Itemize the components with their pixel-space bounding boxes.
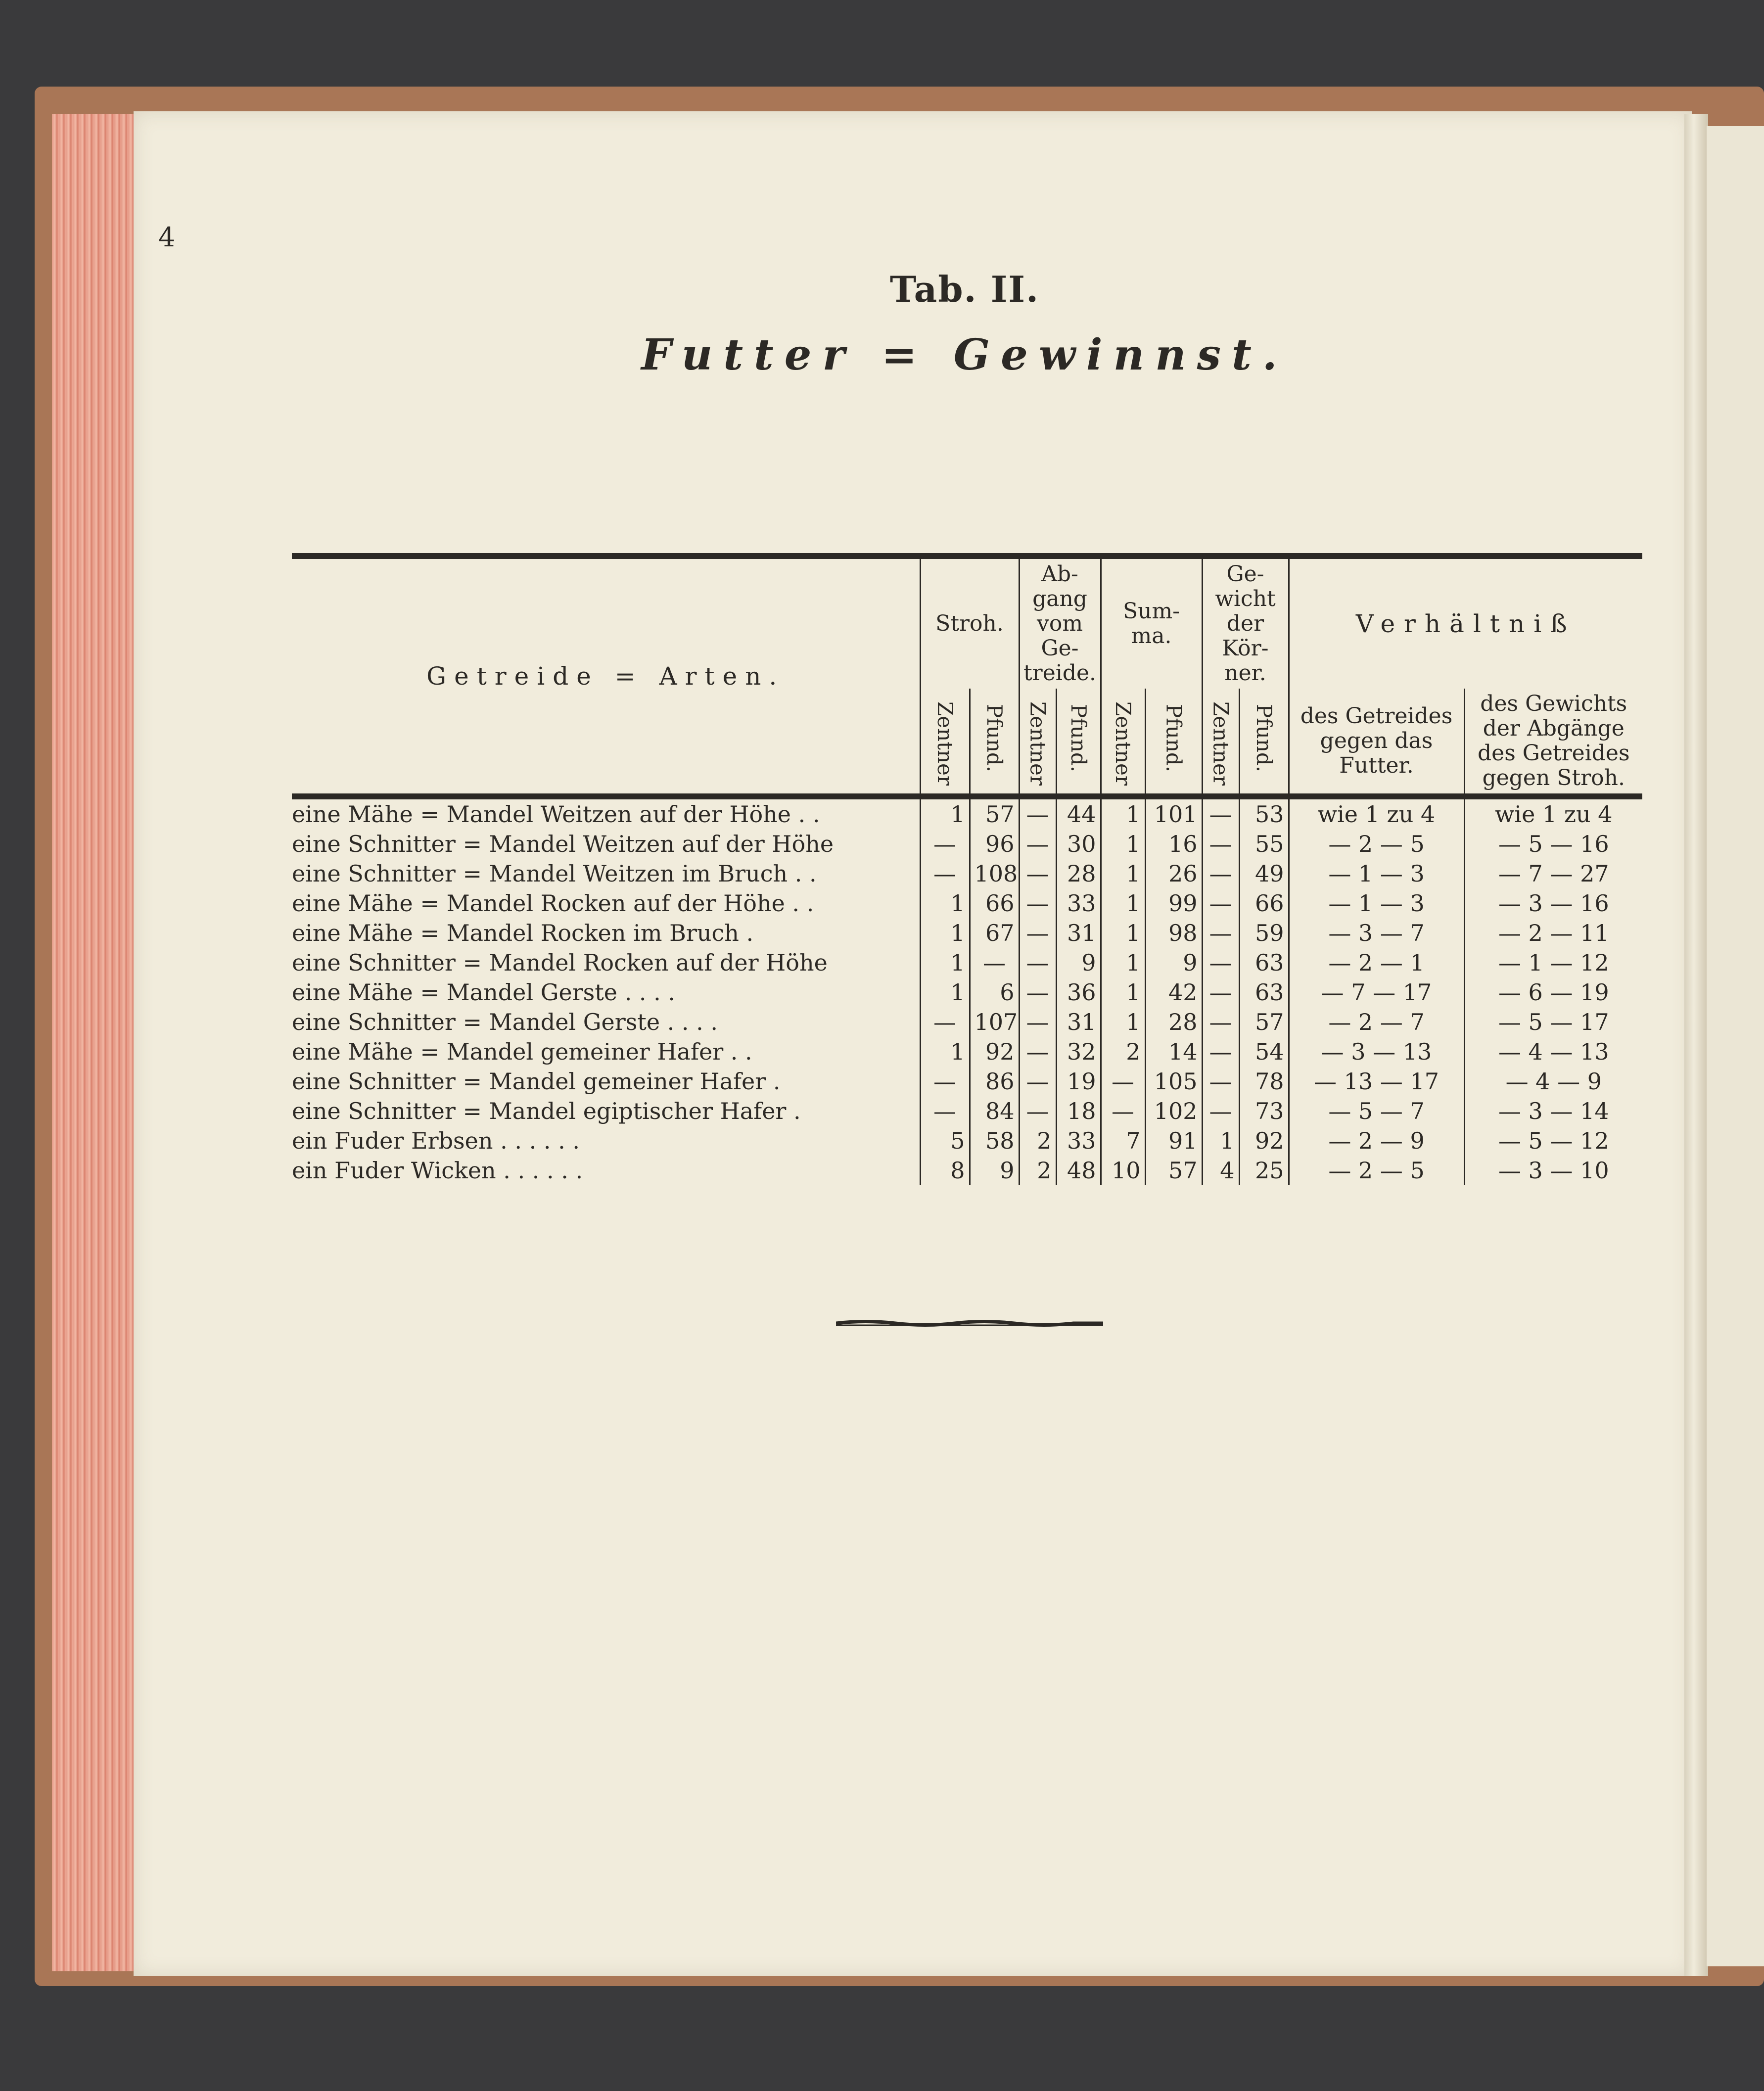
cell-sum-p: 26 [1145, 859, 1202, 888]
header-sum: Sum- ma. [1101, 556, 1202, 689]
cell-stroh-p: 6 [970, 977, 1019, 1007]
cell-ab-p: 32 [1056, 1037, 1101, 1067]
cell-sum-p: 14 [1145, 1037, 1202, 1067]
cell-ab-z: — [1019, 859, 1056, 888]
cell-r2: — 5 — 16 [1464, 829, 1642, 859]
table-row [292, 796, 1642, 829]
table-row [292, 859, 1642, 888]
cell-gew-z: 4 [1202, 1156, 1239, 1185]
cell-ab-z: — [1019, 948, 1056, 977]
cell-r2: wie 1 zu 4 [1464, 796, 1642, 829]
cell-ab-z: — [1019, 796, 1056, 829]
cell-gew-z: 1 [1202, 1126, 1239, 1156]
table-row [292, 1037, 1642, 1067]
cell-ab-z: — [1019, 829, 1056, 859]
cell-sum-z: 2 [1101, 1037, 1145, 1067]
cell-gew-p: 63 [1239, 977, 1289, 1007]
table-row [292, 1096, 1642, 1126]
cell-sum-z: 1 [1101, 1007, 1145, 1037]
cell-r1: — 3 — 13 [1289, 1037, 1464, 1067]
table-row [292, 1067, 1642, 1096]
cell-sum-z: 1 [1101, 888, 1145, 918]
cell-ab-p: 44 [1056, 796, 1101, 829]
cell-kind: ein Fuder Wicken . . . . . . [292, 1157, 583, 1184]
cell-kind: ein Fuder Erbsen . . . . . . [292, 1127, 580, 1154]
page-number: 4 [158, 222, 176, 253]
cell-sum-z: — [1101, 1096, 1145, 1126]
cell-r1: wie 1 zu 4 [1289, 796, 1464, 829]
cell-ab-z: 2 [1019, 1126, 1056, 1156]
cell-stroh-z: 1 [920, 918, 970, 948]
cell-r2: — 5 — 12 [1464, 1126, 1642, 1156]
cell-stroh-z: — [920, 859, 970, 888]
table-body [292, 796, 1642, 1185]
cell-gew-z: — [1202, 796, 1239, 829]
cell-ab-p: 36 [1056, 977, 1101, 1007]
cell-r2: — 7 — 27 [1464, 859, 1642, 888]
cell-ab-z: — [1019, 888, 1056, 918]
cell-stroh-z: 1 [920, 1037, 970, 1067]
cell-sum-p: 91 [1145, 1126, 1202, 1156]
cell-gew-z: — [1202, 1096, 1239, 1126]
table-head [292, 556, 1642, 796]
cell-gew-z: — [1202, 948, 1239, 977]
cell-r2: — 4 — 9 [1464, 1067, 1642, 1096]
header-grain-weight: Ge- wicht der Kör- ner. [1202, 556, 1289, 689]
cell-kind: eine Schnitter = Mandel Weitzen im Bruch . . [292, 860, 817, 887]
cell-stroh-z: 8 [920, 1156, 970, 1185]
cell-gew-p: 63 [1239, 948, 1289, 977]
cell-stroh-p: — [970, 948, 1019, 977]
table-row [292, 977, 1642, 1007]
cell-stroh-p: 96 [970, 829, 1019, 859]
header-waste: Ab- gang vom Ge- treide. [1019, 556, 1101, 689]
cell-gew-z: — [1202, 859, 1239, 888]
cell-stroh-p: 9 [970, 1156, 1019, 1185]
book-gutter [1684, 114, 1708, 1976]
cell-sum-z: 1 [1101, 977, 1145, 1007]
header-straw: Stroh. [920, 556, 1019, 689]
cell-ab-z: — [1019, 977, 1056, 1007]
cell-gew-p: 78 [1239, 1067, 1289, 1096]
table-row [292, 1007, 1642, 1037]
cell-sum-z: 10 [1101, 1156, 1145, 1185]
cell-gew-p: 55 [1239, 829, 1289, 859]
cell-stroh-z: — [920, 1067, 970, 1096]
table-row [292, 829, 1642, 859]
cell-gew-p: 66 [1239, 888, 1289, 918]
cell-ab-p: 31 [1056, 918, 1101, 948]
cell-ab-z: — [1019, 1037, 1056, 1067]
cell-r2: — 4 — 13 [1464, 1037, 1642, 1067]
cell-ab-z: — [1019, 1096, 1056, 1126]
cell-ab-z: — [1019, 1007, 1056, 1037]
table-row [292, 888, 1642, 918]
cell-ab-p: 33 [1056, 888, 1101, 918]
cell-r1: — 2 — 5 [1289, 829, 1464, 859]
cell-stroh-z: 1 [920, 796, 970, 829]
cell-r1: — 3 — 7 [1289, 918, 1464, 948]
cell-r2: — 6 — 19 [1464, 977, 1642, 1007]
cell-gew-p: 57 [1239, 1007, 1289, 1037]
cell-r1: — 1 — 3 [1289, 859, 1464, 888]
cell-sum-z: 1 [1101, 829, 1145, 859]
cell-r1: — 7 — 17 [1289, 977, 1464, 1007]
cell-stroh-p: 58 [970, 1126, 1019, 1156]
header-waste-pfund: Pfund. [1056, 689, 1101, 796]
cell-stroh-z: 1 [920, 977, 970, 1007]
cell-gew-p: 59 [1239, 918, 1289, 948]
cell-stroh-z: 1 [920, 888, 970, 918]
header-weight-pfund: Pfund. [1239, 689, 1289, 796]
cell-stroh-p: 66 [970, 888, 1019, 918]
cell-sum-z: — [1101, 1067, 1145, 1096]
cell-stroh-z: — [920, 829, 970, 859]
cell-gew-p: 92 [1239, 1126, 1289, 1156]
data-table [292, 553, 1642, 1185]
cell-sum-z: 1 [1101, 796, 1145, 829]
table-row [292, 1156, 1642, 1185]
cell-stroh-z: — [920, 1096, 970, 1126]
cell-stroh-p: 108 [970, 859, 1019, 888]
cell-sum-p: 16 [1145, 829, 1202, 859]
cell-r2: — 3 — 10 [1464, 1156, 1642, 1185]
cell-stroh-p: 84 [970, 1096, 1019, 1126]
cell-r1: — 1 — 3 [1289, 888, 1464, 918]
cell-r2: — 1 — 12 [1464, 948, 1642, 977]
header-straw-zentner: Zentner [920, 689, 970, 796]
header-sum-zentner: Zentner [1101, 689, 1145, 796]
cell-ab-p: 33 [1056, 1126, 1101, 1156]
cell-gew-p: 73 [1239, 1096, 1289, 1126]
cell-ab-z: — [1019, 918, 1056, 948]
header-sum-pfund: Pfund. [1145, 689, 1202, 796]
cell-stroh-z: 5 [920, 1126, 970, 1156]
cell-kind: eine Schnitter = Mandel gemeiner Hafer . [292, 1068, 781, 1095]
cell-sum-p: 28 [1145, 1007, 1202, 1037]
cell-sum-p: 9 [1145, 948, 1202, 977]
cell-sum-p: 99 [1145, 888, 1202, 918]
cell-sum-p: 105 [1145, 1067, 1202, 1096]
cell-sum-p: 101 [1145, 796, 1202, 829]
cell-ab-p: 28 [1056, 859, 1101, 888]
cell-r1: — 2 — 1 [1289, 948, 1464, 977]
cell-sum-z: 1 [1101, 948, 1145, 977]
cell-ab-p: 48 [1056, 1156, 1101, 1185]
cell-stroh-p: 107 [970, 1007, 1019, 1037]
page-title: Futter = Gewinnst. [641, 330, 1288, 380]
cell-gew-z: — [1202, 1037, 1239, 1067]
cell-kind: eine Schnitter = Mandel Gerste . . . . [292, 1009, 718, 1035]
cell-stroh-z: 1 [920, 948, 970, 977]
cell-gew-z: — [1202, 977, 1239, 1007]
cell-sum-p: 42 [1145, 977, 1202, 1007]
cell-stroh-p: 67 [970, 918, 1019, 948]
cell-kind: eine Mähe = Mandel Rocken im Bruch . [292, 920, 754, 946]
header-straw-pfund: Pfund. [970, 689, 1019, 796]
cell-sum-p: 98 [1145, 918, 1202, 948]
cell-sum-p: 57 [1145, 1156, 1202, 1185]
cell-ab-p: 18 [1056, 1096, 1101, 1126]
header-ratio-weight-straw: des Gewichts der Abgänge des Getreides gegen Stroh. [1464, 689, 1642, 796]
cell-r2: — 5 — 17 [1464, 1007, 1642, 1037]
cell-kind: eine Mähe = Mandel gemeiner Hafer . . [292, 1038, 752, 1065]
cell-gew-z: — [1202, 1007, 1239, 1037]
cell-ab-z: — [1019, 1067, 1056, 1096]
cell-r2: — 3 — 16 [1464, 888, 1642, 918]
cell-r1: — 13 — 17 [1289, 1067, 1464, 1096]
cell-r2: — 3 — 14 [1464, 1096, 1642, 1126]
cell-kind: eine Schnitter = Mandel egiptischer Hafer . [292, 1098, 801, 1124]
header-ratio-grain-feed: des Getreides gegen das Futter. [1289, 689, 1464, 796]
page-edges [52, 114, 138, 1971]
cell-kind: eine Schnitter = Mandel Weitzen auf der Höhe [292, 831, 834, 857]
cell-r1: — 5 — 7 [1289, 1096, 1464, 1126]
cell-gew-p: 25 [1239, 1156, 1289, 1185]
table-row [292, 948, 1642, 977]
header-ratio: Verhältniß [1289, 556, 1642, 689]
facing-page-edge [1707, 126, 1764, 1966]
cell-gew-p: 53 [1239, 796, 1289, 829]
cell-stroh-p: 92 [970, 1037, 1019, 1067]
cell-r1: — 2 — 7 [1289, 1007, 1464, 1037]
ornamental-rule [836, 1316, 1103, 1331]
cell-ab-p: 9 [1056, 948, 1101, 977]
cell-sum-z: 1 [1101, 918, 1145, 948]
cell-kind: eine Mähe = Mandel Gerste . . . . [292, 979, 675, 1006]
cell-gew-p: 54 [1239, 1037, 1289, 1067]
cell-r1: — 2 — 5 [1289, 1156, 1464, 1185]
cell-stroh-p: 57 [970, 796, 1019, 829]
table-row [292, 918, 1642, 948]
cell-r1: — 2 — 9 [1289, 1126, 1464, 1156]
cell-sum-z: 7 [1101, 1126, 1145, 1156]
cell-gew-z: — [1202, 918, 1239, 948]
header-weight-zentner: Zentner [1202, 689, 1239, 796]
cell-ab-p: 31 [1056, 1007, 1101, 1037]
cell-sum-z: 1 [1101, 859, 1145, 888]
cell-ab-z: 2 [1019, 1156, 1056, 1185]
cell-r2: — 2 — 11 [1464, 918, 1642, 948]
cell-stroh-p: 86 [970, 1067, 1019, 1096]
cell-gew-z: — [1202, 829, 1239, 859]
cell-kind: eine Schnitter = Mandel Rocken auf der Höhe [292, 949, 828, 976]
cell-gew-z: — [1202, 888, 1239, 918]
cell-sum-p: 102 [1145, 1096, 1202, 1126]
cell-gew-p: 49 [1239, 859, 1289, 888]
cell-kind: eine Mähe = Mandel Weitzen auf der Höhe . . [292, 801, 820, 828]
header-grain-kinds: Getreide = Arten. [426, 662, 785, 691]
cell-ab-p: 30 [1056, 829, 1101, 859]
cell-kind: eine Mähe = Mandel Rocken auf der Höhe . . [292, 890, 814, 917]
table-label: Tab. II. [889, 268, 1040, 310]
cell-stroh-z: — [920, 1007, 970, 1037]
cell-ab-p: 19 [1056, 1067, 1101, 1096]
header-waste-zentner: Zentner [1019, 689, 1056, 796]
feed-yield-table [292, 553, 1642, 1185]
cell-gew-z: — [1202, 1067, 1239, 1096]
table-row [292, 1126, 1642, 1156]
